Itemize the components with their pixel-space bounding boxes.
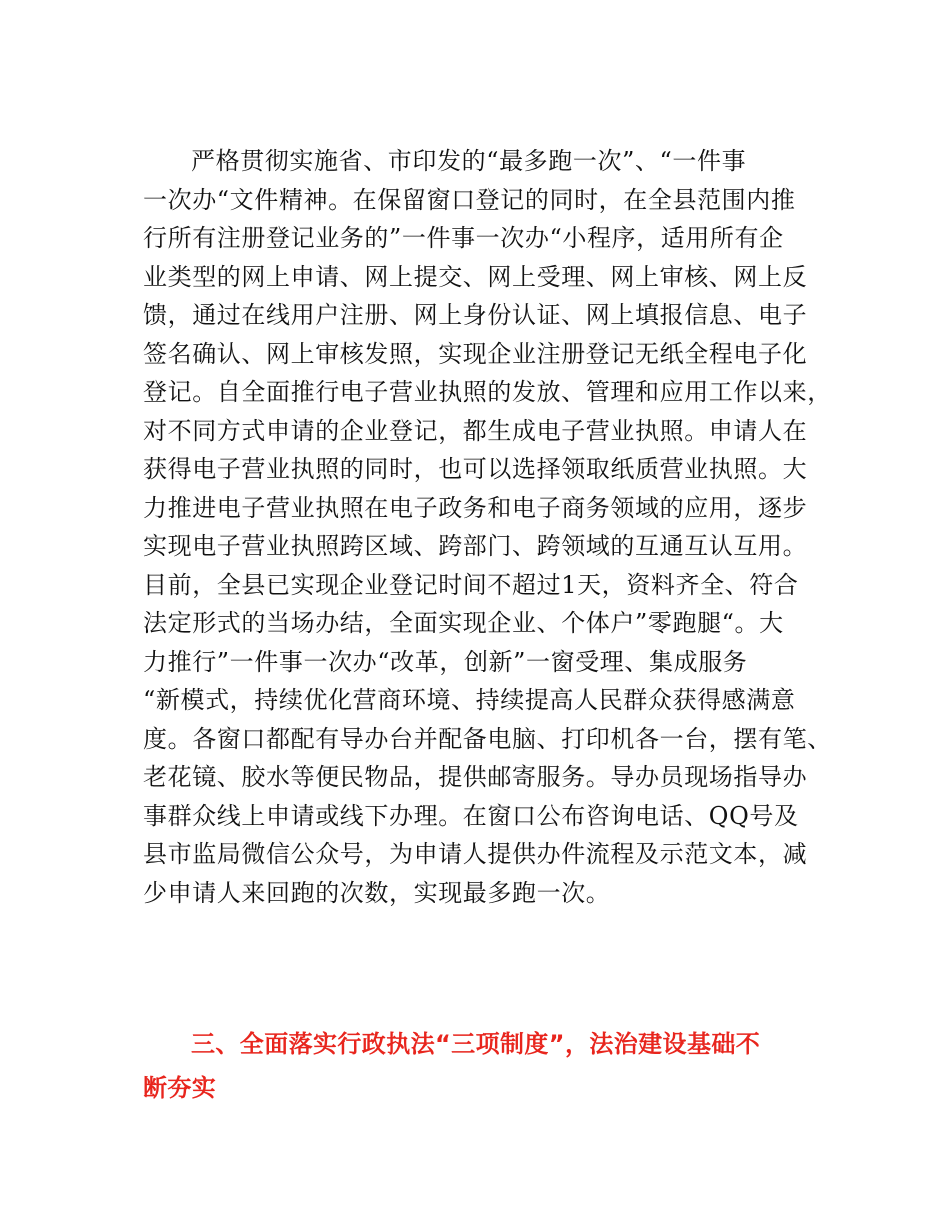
paragraph-line: “新模式，持续优化营商环境、持续提高人民群众获得感满意 [143,686,796,714]
heading-line: 三、全面落实行政执法“三项制度”，法治建设基础不 [191,1030,761,1058]
paragraph-line: 严格贯彻实施省、市印发的“最多跑一次”、“一件事 [191,147,747,175]
paragraph-line: 实现电子营业执照跨区域、跨部门、跨领域的互通互认互用。 [143,532,808,560]
paragraph-line: 事群众线上申请或线下办理。在窗口公布咨询电话、QQ号及 [143,801,799,830]
paragraph-line: 签名确认、网上审核发照，实现企业注册登记无纸全程电子化 [143,339,808,368]
paragraph-line: 一次办“文件精神。在保留窗口登记的同时，在全县范围内推 [143,185,796,214]
paragraph-line: 对不同方式申请的企业登记，都生成电子营业执照。申请人在 [143,416,808,445]
paragraph-line: 力推进电子营业执照在电子政务和电子商务领域的应用，逐步 [143,493,808,522]
paragraph-line: 老花镜、胶水等便民物品，提供邮寄服务。导办员现场指导办 [143,763,808,791]
paragraph-line: 力推行”一件事一次办“改革，创新”一窗受理、集成服务 [143,647,748,676]
paragraph-line: 获得电子营业执照的同时，也可以选择领取纸质营业执照。大 [143,455,808,483]
paragraph-line: 目前，全县已实现企业登记时间不超过1天，资料齐全、符合 [143,570,799,599]
section-heading [143,1022,823,1110]
paragraph-line: 法定形式的当场办结，全面实现企业、个体户”零跑腿“。大 [143,609,784,637]
paragraph-line: 度。各窗口都配有导办台并配备电脑、打印机各一台，摆有笔、 [143,724,832,753]
paragraph-line: 行所有注册登记业务的”一件事一次办“小程序，适用所有企 [143,224,784,252]
paragraph-line: 少申请人来回跑的次数，实现最多跑一次。 [143,878,611,907]
body-paragraph [143,142,832,912]
heading-line: 断夯实 [143,1074,217,1102]
paragraph-line: 馈，通过在线用户注册、网上身份认证、网上填报信息、电子 [143,301,808,329]
paragraph-line: 县市监局微信公众号，为申请人提供办件流程及示范文本，减 [143,840,808,868]
paragraph-line: 业类型的网上申请、网上提交、网上受理、网上审核、网上反 [143,262,808,291]
paragraph-line: 登记。自全面推行电子营业执照的发放、管理和应用工作以来， [143,378,832,406]
